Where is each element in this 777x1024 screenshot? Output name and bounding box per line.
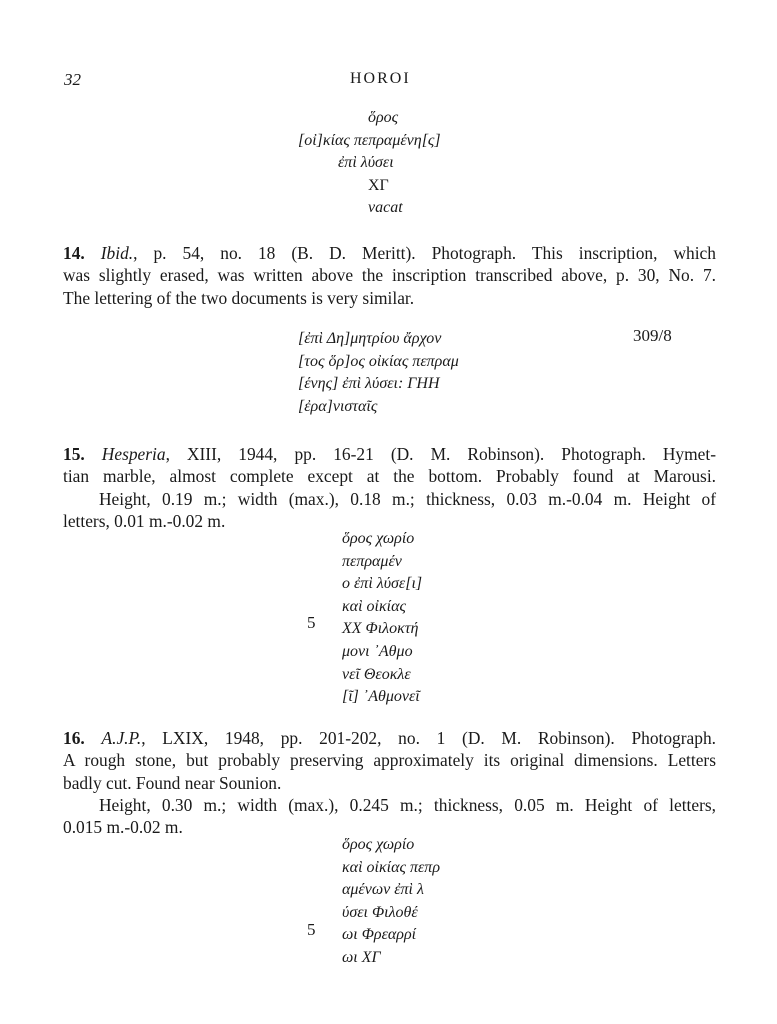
inscription-line-vacat: vacat [368,199,403,217]
entry-15-description [63,443,716,532]
top-inscription [298,107,508,220]
inscription-line: νεῖ Θεοκλε [342,665,411,683]
running-title: HOROI [350,70,411,87]
description-text: A rough stone, but probably preserving approximately its original dimensions. Letters [63,750,716,771]
inscription-line: ωι ΧΓ [342,948,381,966]
entry-16-inscription [342,834,562,970]
inscription-line: καὶ οἰκίας [342,597,406,615]
inscription-line: [ένης] ἐπὶ λύσει: ΓΗΗ [298,375,440,393]
entry-16-description [63,727,716,838]
inscription-line: ὅρος χωρίο [342,836,415,853]
description-text: was slightly erased, was written above the inscription transcribed above, p. 30, No. 7. [63,265,716,286]
inscription-line: [ῖ] ᾿Αθμονεῖ [342,688,420,706]
inscription-line: ύσει Φιλοθέ [342,903,418,921]
description-text: , LXIX, 1948, pp. 201-202, no. 1 (D. M. Robinson). Photograph. [141,728,716,748]
inscription-line: ΧΓ [368,176,389,194]
inscription-line: ὅρος χωρίο [342,530,415,547]
inscription-line: αμένων ἐπὶ λ [342,881,424,899]
description-text: 0.015 m.-0.02 m. [63,817,183,838]
entry-15-line-number: 5 [307,613,316,632]
description-text: Height, 0.19 m.; width (max.), 0.18 m.; thickness, 0.03 m.-0.04 m. Height of [99,488,716,509]
inscription-line: ἐπὶ λύσει [338,154,394,172]
inscription-line: πεπραμέν [342,552,402,570]
description-text: tian marble, almost complete except at the bottom. Probably found at Marousi. [63,466,716,487]
entry-15-inscription [342,528,542,709]
inscription-line: ωι Φρεαρρί [342,926,417,944]
entry-14-date: 309/8 [633,326,672,345]
entry-number: 16. [63,728,85,748]
description-text: badly cut. Found near Sounion. [63,772,282,793]
page-number: 32 [64,70,81,89]
source-title: Ibid. [100,243,134,263]
entry-number: 14. [63,243,85,263]
entry-16-line-1 [63,727,716,749]
source-title: Hesperia [101,444,166,464]
entry-16-line-number: 5 [307,920,316,939]
inscription-line: [ἐπὶ Δη]μητρίου ἄρχον [298,330,442,347]
description-text: letters, 0.01 m.-0.02 m. [63,510,226,531]
description-text: , p. 54, no. 18 (B. D. Meritt). Photograph. This inscription, which [133,243,716,263]
description-text: The lettering of the two documents is very similar. [63,287,415,308]
entry-15-line-1 [63,443,716,465]
entry-14-inscription [298,328,518,418]
entry-number: 15. [63,444,85,464]
inscription-line: [τος ὅρ]ος οἰκίας πεπραμ [298,352,459,370]
inscription-line: ΧΧ Φιλοκτή [342,620,419,638]
inscription-line: καὶ οἰκίας πεπρ [342,858,440,876]
inscription-line: μονι ᾿Αθμο [342,642,413,660]
inscription-line: ο ἐπὶ λύσε[ι] [342,575,423,593]
description-text: , XIII, 1944, pp. 16-21 (D. M. Robinson). Photograph. Hymet- [165,444,716,464]
inscription-line: [ἐρα]νισταῖς [298,397,378,415]
entry-14-line-1 [63,242,716,264]
source-title: A.J.P. [101,728,142,748]
inscription-line: ὅρος [368,109,399,126]
inscription-line: [οἰ]κίας πεπραμένη[ς] [298,131,441,149]
entry-14-description [63,242,716,309]
description-text: Height, 0.30 m.; width (max.), 0.245 m.; thickness, 0.05 m. Height of letters, [99,794,716,815]
